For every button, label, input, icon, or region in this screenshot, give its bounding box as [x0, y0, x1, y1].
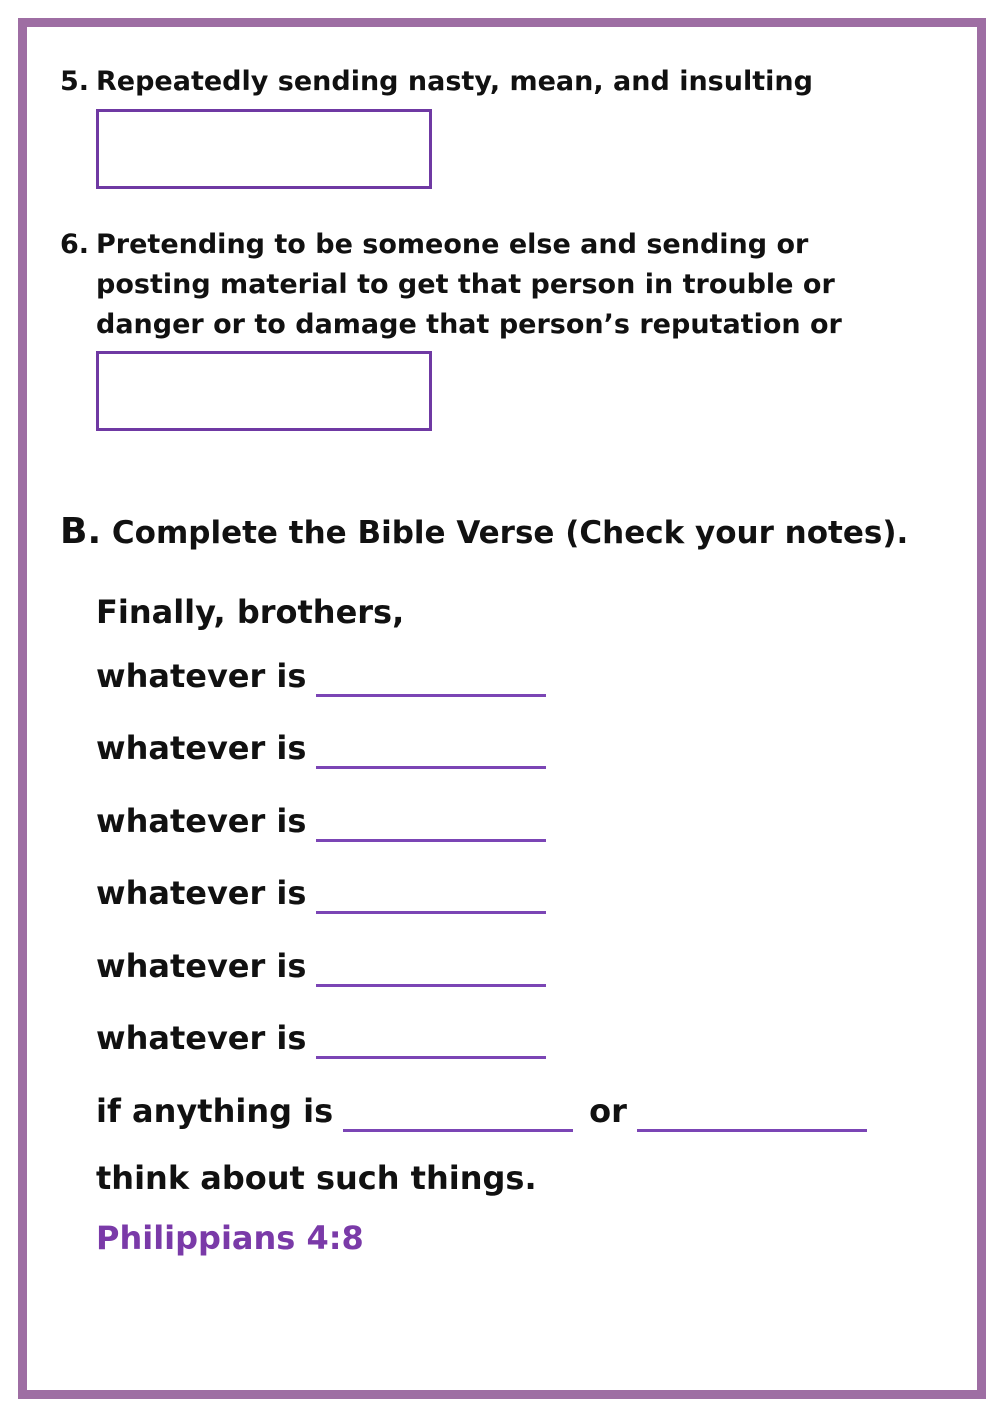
verse-line-label: whatever is — [96, 947, 307, 985]
verse-blank-1[interactable] — [316, 664, 546, 697]
verse-opening: Finally, brothers, — [96, 593, 405, 631]
verse-blank-7[interactable] — [343, 1099, 573, 1132]
verse-line-label: whatever is — [96, 657, 307, 695]
verse-line — [96, 1016, 546, 1060]
question-number: 5. — [60, 66, 90, 97]
question-number: 6. — [60, 229, 90, 260]
verse-line — [96, 654, 546, 698]
verse-blank-2[interactable] — [316, 736, 546, 769]
verse-closing: think about such things. — [96, 1159, 537, 1197]
answer-box-5[interactable] — [96, 109, 432, 189]
verse-line — [96, 871, 546, 915]
verse-line — [96, 726, 546, 770]
verse-blank-5[interactable] — [316, 954, 546, 987]
verse-blank-6[interactable] — [316, 1026, 546, 1059]
verse-blank-4[interactable] — [316, 881, 546, 914]
verse-line-label: whatever is — [96, 874, 307, 912]
verse-line — [96, 944, 546, 988]
verse-if-line — [96, 1089, 867, 1133]
question-text: Pretending to be someone else and sending or posting material to get that person in trouble or danger or to damage that person’s reputation or — [96, 229, 842, 340]
verse-if-label: if anything is — [96, 1092, 334, 1130]
verse-line — [96, 799, 546, 843]
verse-blank-8[interactable] — [637, 1099, 867, 1132]
verse-blank-3[interactable] — [316, 809, 546, 842]
answer-box-6[interactable] — [96, 351, 432, 431]
verse-line-label: whatever is — [96, 1019, 307, 1057]
section-b-title — [60, 510, 908, 555]
question-text: Repeatedly sending nasty, mean, and insulting — [96, 66, 813, 97]
verse-or-label: or — [589, 1092, 627, 1130]
verse-line-label: whatever is — [96, 802, 307, 840]
section-title-text: Complete the Bible Verse (Check your notes). — [111, 515, 909, 551]
verse-reference: Philippians 4:8 — [96, 1219, 364, 1257]
verse-line-label: whatever is — [96, 729, 307, 767]
section-letter: B. — [60, 511, 102, 552]
